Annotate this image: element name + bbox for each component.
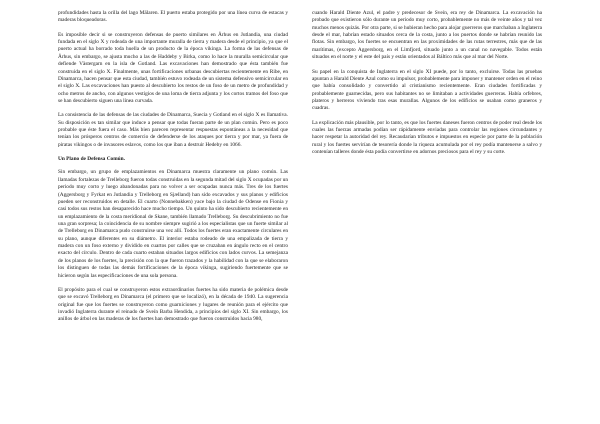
paragraph: Sin embargo, un grupo de emplazamientos en Dinamarca muestra claramente un plano común. Las llamadas fortalezas de Trelleborg fueron todas construidas en la segunda mitad del siglo X ocupadas por un periodo muy corto y luego abandonadas para no volver a ser ocupadas nunca más. Tres de los fuertes (Aggersborg y Fyrkat en Jutlandia y Trelleborg en Sjælland) han sido excavados y sus planos y edificios pueden ser reconstruidos en detalle. El cuarto (Nonnebakken) yace bajo la ciudad de Odense en Fionia y casi todos sus restos han desaparecido hace mucho tiempo. Un quinto ha sido descubierto recientemente en un emplazamiento de la costa meridional de Skane, también llamado Trelleborg. Su descubrimiento no fue una gran sorpresa; la coincidencia de su nombre siempre sugirió a los especialistas que un fuerte similar al de Trelleborg en Dinamarca pudo construirse una vez allí. Todos los fuertes eran exactamente circulares en su plano, aunque diferentes en su diámetro. El interior estaba rodeado de una empalizada de tierra y madera con un foso externo y dividido en cuartos por calles que se cruzaban en ángulo recto en el centro exacto del círculo. Dentro de cada cuarto estaban situados largos edificios con lados curvos. La semejanza de los planos de los fuertes, la precisión con la que fueron trazados y la habilidad con la que se elaboraron los distinguen de todas las demás fortificaciones de la época vikinga, sugiriendo fuertemente que se hicieron según las especificaciones de una sola persona. <box>58 169 288 279</box>
paragraph: La explicación más plausible, por lo tanto, es que los fuertes daneses fueron centros de poder real desde los cuales las fuerzas armadas podían ser rápidamente enviadas para controlar las regiones circundantes y hacer respetar la autoridad del rey. Recaudarían tributos e impuestos en especie por parte de la población rural y los fuertes servirían de tesorería donde la riqueza acumulada por el rey podía mantenerse a salvo y contenían talleres donde ésta podía convertirse en adornos preciosos para el rey y su corte. <box>312 119 542 156</box>
paragraph: La consistencia de las defensas de las ciudades de Dinamarca, Suecia y Gotland en el siglo X es llamativa. Su disposición es tan similar que induce a pensar que todas fueran parte de un plan común. Pero es poco probable que éste fuera el caso. Más bien parecen representar respuestas espontáneas a la necesidad que tenían los prósperos centros de comercio de defenderse de los ataques por tierra y por mar, ya fuera de piratas vikingos o de invasores eslavos, como los que iban a destruir Hedeby en 1066. <box>58 112 288 148</box>
left-column <box>58 10 288 424</box>
right-column <box>312 10 542 424</box>
section-heading: Un Plano de Defensa Común. <box>58 156 125 163</box>
paragraph: Su papel en la conquista de Inglaterra en el siglo XI puede, por lo tanto, excluirse. Todas las pruebas apuntan a Harald Diente Azul como su impulsor, probablemente para imponer y mantener orden en el reino que había consolidado y convertido al cristianismo recientemente. Eran ciudades fortificadas y probablemente guarnecidas, pero sus habitantes no se limitaban a actividades guerreras. Había orfebres, plateros y herreros viviendo tras esas murallas. Algunos de los edificios se usaban como graneros y cuadras. <box>312 68 542 112</box>
paragraph: profundidades hasta la orilla del lago Mälaren. El puerto estaba protegido por una línea curva de estacas y maderas bloqueadoras. <box>58 10 288 24</box>
paragraph: cuando Harald Diente Azul, el padre y predecesor de Sveín, era rey de Dinamarca. La excavación ha probado que existieron sólo durante un periodo muy corto, probablemente no más de veinte años y tal vez muchos menos quizás. Por otra parte, si se hubieran hecho para alojar guerreros que marchaban a Inglaterra desde el mar, habrían estado situados cerca de la costa, junto a los puertos donde se habrían reunido las flotas. Sin embargo, los fuertes se encuentran en las proximidades de las rutas terrestres, más que de las marítimas, (excepto Aggersborg, en el Limfjord, situado junto a un canal no navegable. Todos están situados en el norte y el este del país y están orientados al Báltico más que al mar del Norte. <box>312 10 542 61</box>
paragraph: Es imposible decir si se construyeron defensas de puerto similares en Århus en Jutlandia, una ciudad fundada en el siglo X y rodeada de una importante muralla de tierra y madera desde el principio, ya que el puerto actual ha borrado toda huella de un producto de la época vikinga. La forma de las defensas de Århus, sin embargo, se ajusta mucho a las de Haddeby y Birka, como lo hace la muralla semicircular que defiende Västergarn en la isla de Gotland. Las excavaciones han demostrado que ésta también fue construida en el siglo X. Finalmente, unas fortificaciones urbanas descubiertas recientemente en Ribe, en Dinamarca, hacen pensar que esta ciudad, también estuvo rodeada de un sistema defensivo semicircular en el siglo X. Las excavaciones han puesto al descubierto los restos de un foso de un metro de profundidad y ocho metros de ancho, con algunos vestigios de una loma de tierra adjunta y los cortos tramos del foso que se han descubierto siguen una línea curvada. <box>58 31 288 104</box>
paragraph: El propósito para el cual se construyeron estos extraordinarios fuertes ha sido materia de polémica desde que se excavó Trelleborg en Dinamarca (el primero que se localizó), en la década de 1940. La sugerencia original fue que los fuertes se construyeron como guarniciones y lugares de reunión para el ejército que invadió Inglaterra durante el reinado de Sveín Barba Hendida, a principios del siglo XI. Sin embargo, los anillos de árbol en las maderas de los fuertes han demostrado que fueron construidos hacia 980, <box>58 286 288 323</box>
